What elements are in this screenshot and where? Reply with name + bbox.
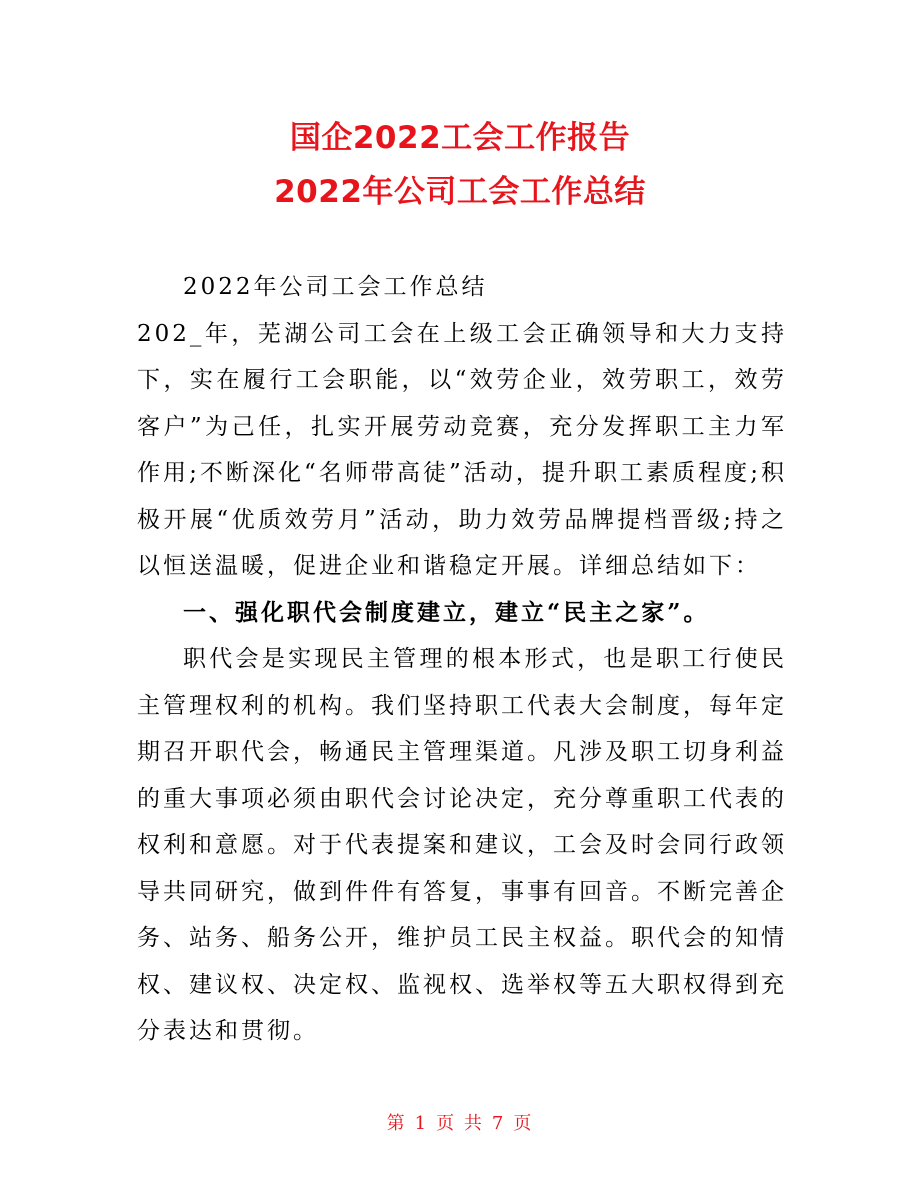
paragraph-section-1: 职代会是实现民主管理的根本形式，也是职工行使民主管理权利的机构。我们坚持职工代表大会制度，每年定期召开职代会，畅通民主管理渠道。凡涉及职工切身利益的重大事项必须由职代会讨论决定，充分尊重职工代表的权利和意愿。对于代表提案和建议，工会及时会同行政领导共同研究，做到件件有答复，事事有回音。不断完善企务、站务、船务公开，维护员工民主权益。职代会的知情权、建议权、决定权、监视权、选举权等五大职权得到充分表达和贯彻。 [137, 646, 787, 1044]
paragraph-subtitle: 2022年公司工会工作总结 [183, 274, 488, 300]
footer-middle: 页 共 [436, 1113, 484, 1134]
footer-suffix: 页 [513, 1113, 534, 1134]
footer-total-pages: 7 [491, 1113, 506, 1134]
section-heading-1: 一、强化职代会制度建立，建立“民主之家”。 [183, 598, 710, 626]
footer-current-page: 1 [414, 1113, 429, 1134]
document-title-line1: 国企2022工会工作报告 [289, 120, 631, 156]
paragraph-intro: 202_年，芜湖公司工会在上级工会正确领导和大力支持下，实在履行工会职能，以“效劳企业，效劳职工，效劳客户”为己任，扎实开展劳动竞赛，充分发挥职工主力军作用;不断深化“名师带高徒”活动，提升职工素质程度;积极开展“优质效劳月”活动，助力效劳品牌提档晋级;持之以恒送温暖，促进企业和谐稳定开展。详细总结如下： [137, 320, 787, 579]
footer-prefix: 第 [386, 1113, 407, 1134]
document-title-line2: 2022年公司工会工作总结 [274, 174, 646, 210]
page-footer [0, 1112, 920, 1136]
document-body [137, 264, 787, 1055]
